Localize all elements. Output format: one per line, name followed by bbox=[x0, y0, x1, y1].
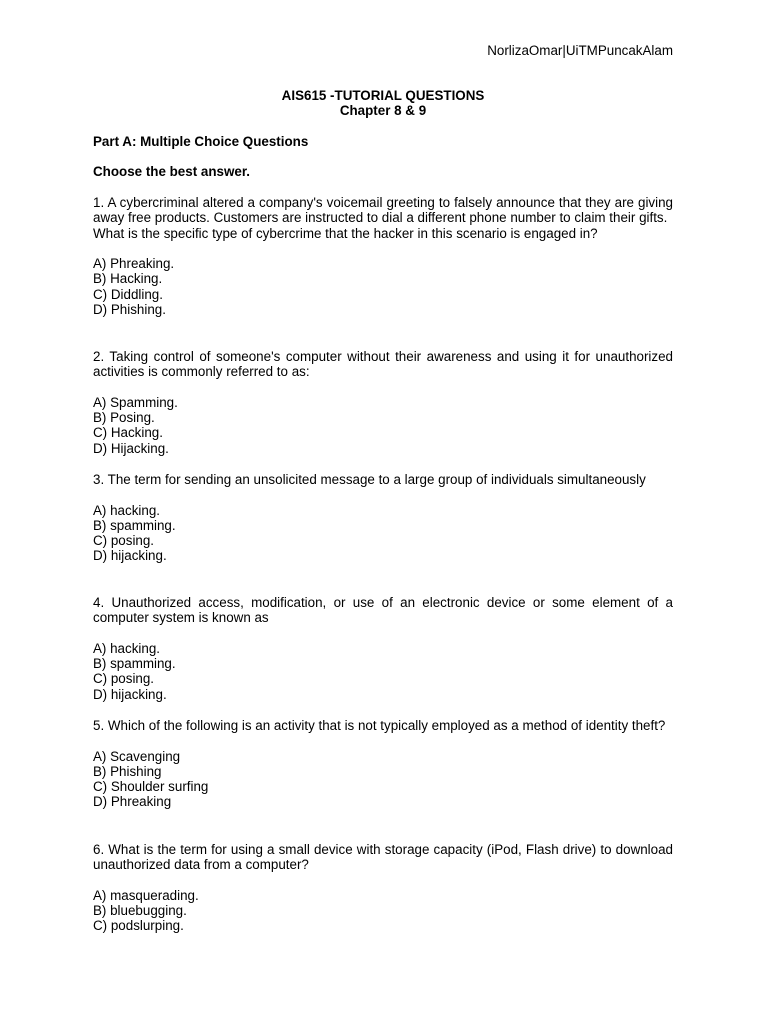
option-b[interactable]: B) Hacking. bbox=[93, 271, 163, 287]
question-5 bbox=[93, 718, 673, 810]
question-text: 5. Which of the following is an activity that is not typically employed as a method of identity theft? bbox=[93, 718, 666, 733]
option-d[interactable]: D) hijacking. bbox=[93, 548, 167, 564]
option-list bbox=[93, 256, 673, 317]
option-a[interactable]: A) Phreaking. bbox=[93, 256, 175, 272]
option-d[interactable]: D) hijacking. bbox=[93, 686, 167, 702]
question-text: 6. What is the term for using a small device with storage capacity (iPod, Flash drive) to download unauthorized data from a computer? bbox=[93, 842, 673, 873]
question-text: 3. The term for sending an unsolicited message to a large group of individuals simultaneously bbox=[93, 472, 646, 487]
option-d[interactable]: D) Hijacking. bbox=[93, 440, 169, 456]
option-c[interactable]: C) posing. bbox=[93, 671, 155, 687]
option-list bbox=[93, 503, 673, 564]
option-list bbox=[93, 749, 673, 810]
question-2 bbox=[93, 349, 673, 456]
option-d[interactable]: D) Phishing. bbox=[93, 302, 166, 318]
instruction-text: Choose the best answer. bbox=[93, 164, 251, 179]
option-c[interactable]: C) posing. bbox=[93, 533, 155, 549]
option-c[interactable]: C) Shoulder surfing bbox=[93, 779, 209, 795]
option-a[interactable]: A) Scavenging bbox=[93, 748, 181, 764]
option-a[interactable]: A) hacking. bbox=[93, 502, 160, 518]
option-list bbox=[93, 395, 673, 456]
document-subtitle: Chapter 8 & 9 bbox=[339, 103, 427, 118]
option-b[interactable]: B) bluebugging. bbox=[93, 903, 187, 919]
document-title: AIS615 -TUTORIAL QUESTIONS bbox=[281, 88, 485, 103]
option-c[interactable]: C) podslurping. bbox=[93, 918, 184, 934]
option-list bbox=[93, 641, 673, 702]
question-3 bbox=[93, 472, 673, 564]
option-b[interactable]: B) Phishing bbox=[93, 763, 162, 779]
question-1 bbox=[93, 195, 673, 317]
question-text: 1. A cybercriminal altered a company's voicemail greeting to falsely announce that they are giving away free products. Customers are instructed to dial a different phone number to claim their gifts. bbox=[93, 195, 673, 226]
option-c[interactable]: C) Diddling. bbox=[93, 286, 163, 302]
option-b[interactable]: B) spamming. bbox=[93, 517, 176, 533]
option-c[interactable]: C) Hacking. bbox=[93, 425, 163, 441]
option-b[interactable]: B) Posing. bbox=[93, 410, 155, 426]
question-4 bbox=[93, 595, 673, 702]
question-subtext: What is the specific type of cybercrime that the hacker in this scenario is engaged in? bbox=[93, 225, 598, 241]
option-a[interactable]: A) Spamming. bbox=[93, 394, 178, 410]
section-heading: Part A: Multiple Choice Questions bbox=[93, 134, 309, 149]
question-text: 4. Unauthorized access, modification, or use of an electronic device or some element of a computer system is known as bbox=[93, 595, 673, 626]
option-d[interactable]: D) Phreaking bbox=[93, 794, 172, 810]
author-header: NorlizaOmar|UiTMPuncakAlam bbox=[487, 43, 673, 58]
option-list bbox=[93, 888, 673, 934]
question-6 bbox=[93, 842, 673, 934]
question-text: 2. Taking control of someone's computer without their awareness and using it for unauthorized activities is commonly referred to as: bbox=[93, 349, 673, 380]
option-a[interactable]: A) hacking. bbox=[93, 640, 160, 656]
option-b[interactable]: B) spamming. bbox=[93, 656, 176, 672]
option-a[interactable]: A) masquerading. bbox=[93, 887, 199, 903]
